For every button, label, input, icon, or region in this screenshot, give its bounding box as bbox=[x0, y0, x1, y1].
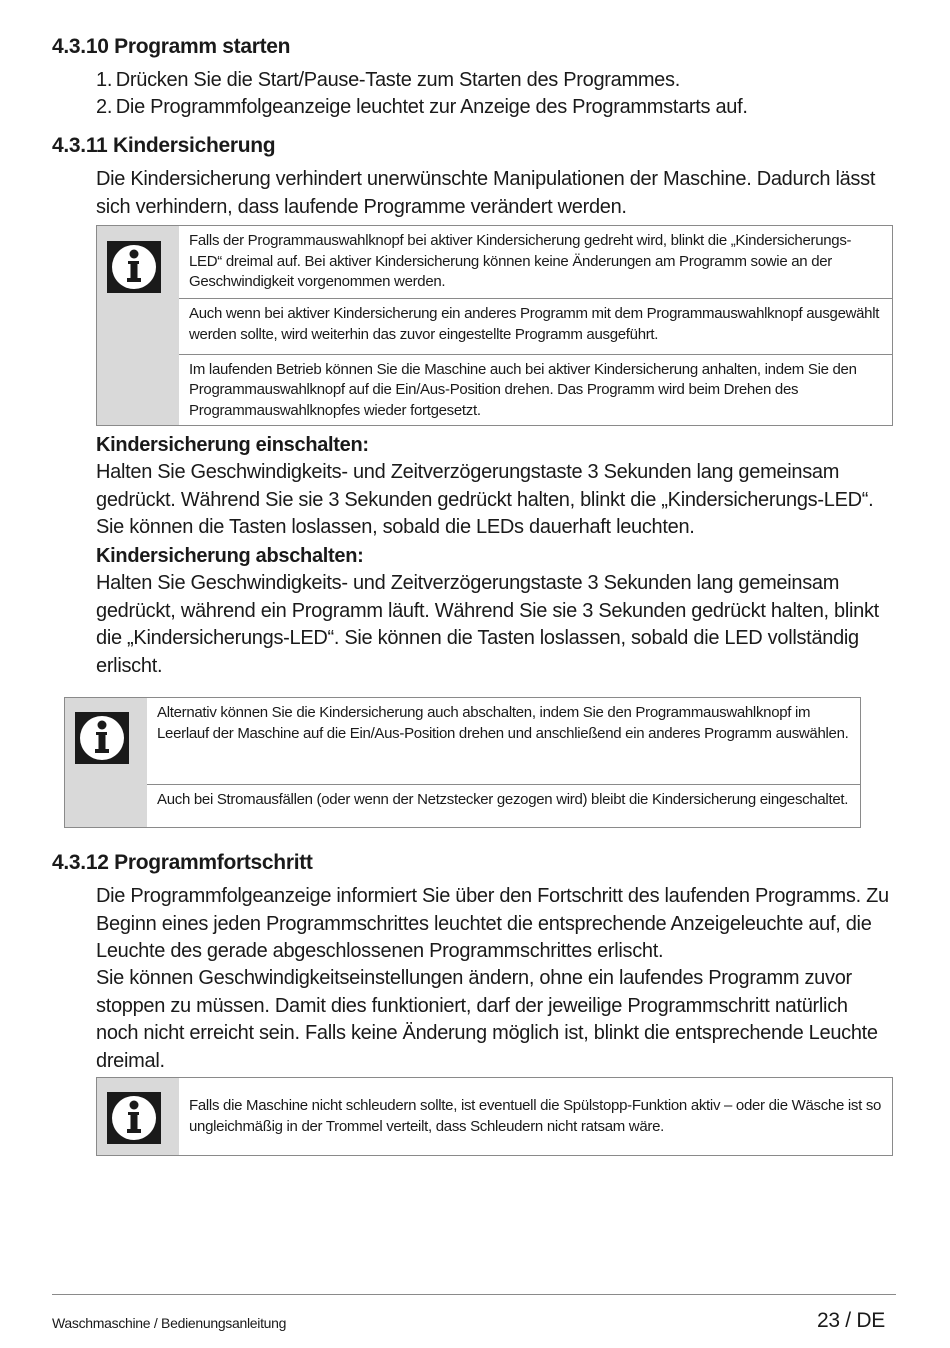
note-gutter bbox=[97, 1078, 179, 1155]
info-note-2 bbox=[64, 697, 861, 828]
list-item: 1. Drücken Sie die Start/Pause-Taste zum Starten des Programmes. bbox=[96, 69, 680, 91]
info-icon bbox=[107, 241, 161, 293]
footer-divider bbox=[52, 1294, 896, 1295]
page-number: 23 / DE bbox=[817, 1309, 885, 1332]
steps-list bbox=[96, 67, 748, 121]
heading-kindersicherung: 4.3.11 Kindersicherung bbox=[52, 134, 276, 157]
note-row: Auch wenn bei aktiver Kindersicherung ein anderes Programm mit dem Programmauswahlknopf ausgewählt werden sollte, wird weiterhin das zuvor eingestellte Programm ausgeführt. bbox=[179, 298, 892, 353]
note-gutter bbox=[97, 226, 179, 425]
heading-programmfortschritt: 4.3.12 Programmfortschritt bbox=[52, 851, 313, 874]
note-rows bbox=[179, 1078, 892, 1155]
einschalten-text: Halten Sie Geschwindigkeits- und Zeitverzögerungstaste 3 Sekunden lang gemeinsam gedrückt. Während Sie sie 3 Sekunden gedrückt halten, blinkt die „Kindersicherungs-LED“. Sie können die Tasten loslassen, sobald die LEDs dauerhaft leuchten. bbox=[96, 461, 874, 538]
note-rows bbox=[147, 698, 860, 827]
info-note-3 bbox=[96, 1077, 893, 1156]
note-rows bbox=[179, 226, 892, 425]
abschalten-text: Halten Sie Geschwindigkeits- und Zeitverzögerungstaste 3 Sekunden lang gemeinsam gedrückt, während ein Programm läuft. Während Sie sie 3 Sekunden gedrückt halten, blinkt die „Kindersicherungs-LED“. Sie können die Tasten loslassen, sobald die LED vollständig erlischt. bbox=[96, 572, 879, 677]
subheading-abschalten: Kindersicherung abschalten: bbox=[96, 545, 364, 567]
note-row: Falls der Programmauswahlknopf bei aktiver Kindersicherung gedreht wird, blinkt die „Kindersicherungs-LED“ dreimal auf. Bei aktiver Kindersicherung können keine Änderungen am Programm sowie an der Geschwindigkeit vorgenommen werden. bbox=[189, 232, 852, 290]
info-note-1 bbox=[96, 225, 893, 426]
note-row: Alternativ können Sie die Kindersicherung auch abschalten, indem Sie den Programmauswahlknopf im Leerlauf der Maschine auf die Ein/Aus-Position drehen und anschließend ein anderes Programm auswählen. bbox=[157, 704, 849, 742]
heading-programm-starten: 4.3.10 Programm starten bbox=[52, 35, 291, 58]
programmfortschritt-text-2: Sie können Geschwindigkeitseinstellungen ändern, ohne ein laufendes Programm zuvor stoppen zu müssen. Damit dies funktioniert, darf der jeweilige Programmschritt natürlich noch nicht erreicht sein. Falls keine Änderung möglich ist, blinkt die entsprechende Leuchte dreimal. bbox=[96, 967, 878, 1072]
info-icon bbox=[107, 1092, 161, 1144]
subheading-einschalten: Kindersicherung einschalten: bbox=[96, 434, 369, 456]
note-row: Falls die Maschine nicht schleudern sollte, ist eventuell die Spülstopp-Funktion aktiv – oder die Wäsche ist so ungleichmäßig in der Trommel verteilt, dass Schleudern nicht ratsam wäre. bbox=[189, 1097, 882, 1135]
kindersicherung-intro: Die Kindersicherung verhindert unerwünschte Manipulationen der Maschine. Dadurch lässt sich verhindern, dass laufende Programme verändert werden. bbox=[96, 168, 876, 218]
note-row: Im laufenden Betrieb können Sie die Maschine auch bei aktiver Kindersicherung anhalten, indem Sie den Programmauswahlknopf auf die Ein/Aus-Position drehen. Das Programm wird beim Drehen des Programmauswahlknopfes wieder fortgesetzt. bbox=[179, 354, 892, 426]
footer-title: Waschmaschine / Bedienungsanleitung bbox=[52, 1315, 287, 1331]
note-gutter bbox=[65, 698, 147, 827]
list-item: 2. Die Programmfolgeanzeige leuchtet zur Anzeige des Programmstarts auf. bbox=[96, 96, 748, 118]
programmfortschritt-text-1: Die Programmfolgeanzeige informiert Sie über den Fortschritt des laufenden Programms. Zu Beginn eines jeden Programmschrittes leuchtet die entsprechende Anzeigeleuchte auf, die Leuchte des gerade abgeschlossenen Programmschrittes erlischt. bbox=[96, 885, 889, 962]
info-icon bbox=[75, 712, 129, 764]
note-row: Auch bei Stromausfällen (oder wenn der Netzstecker gezogen wird) bleibt die Kindersicherung eingeschaltet. bbox=[147, 784, 860, 827]
